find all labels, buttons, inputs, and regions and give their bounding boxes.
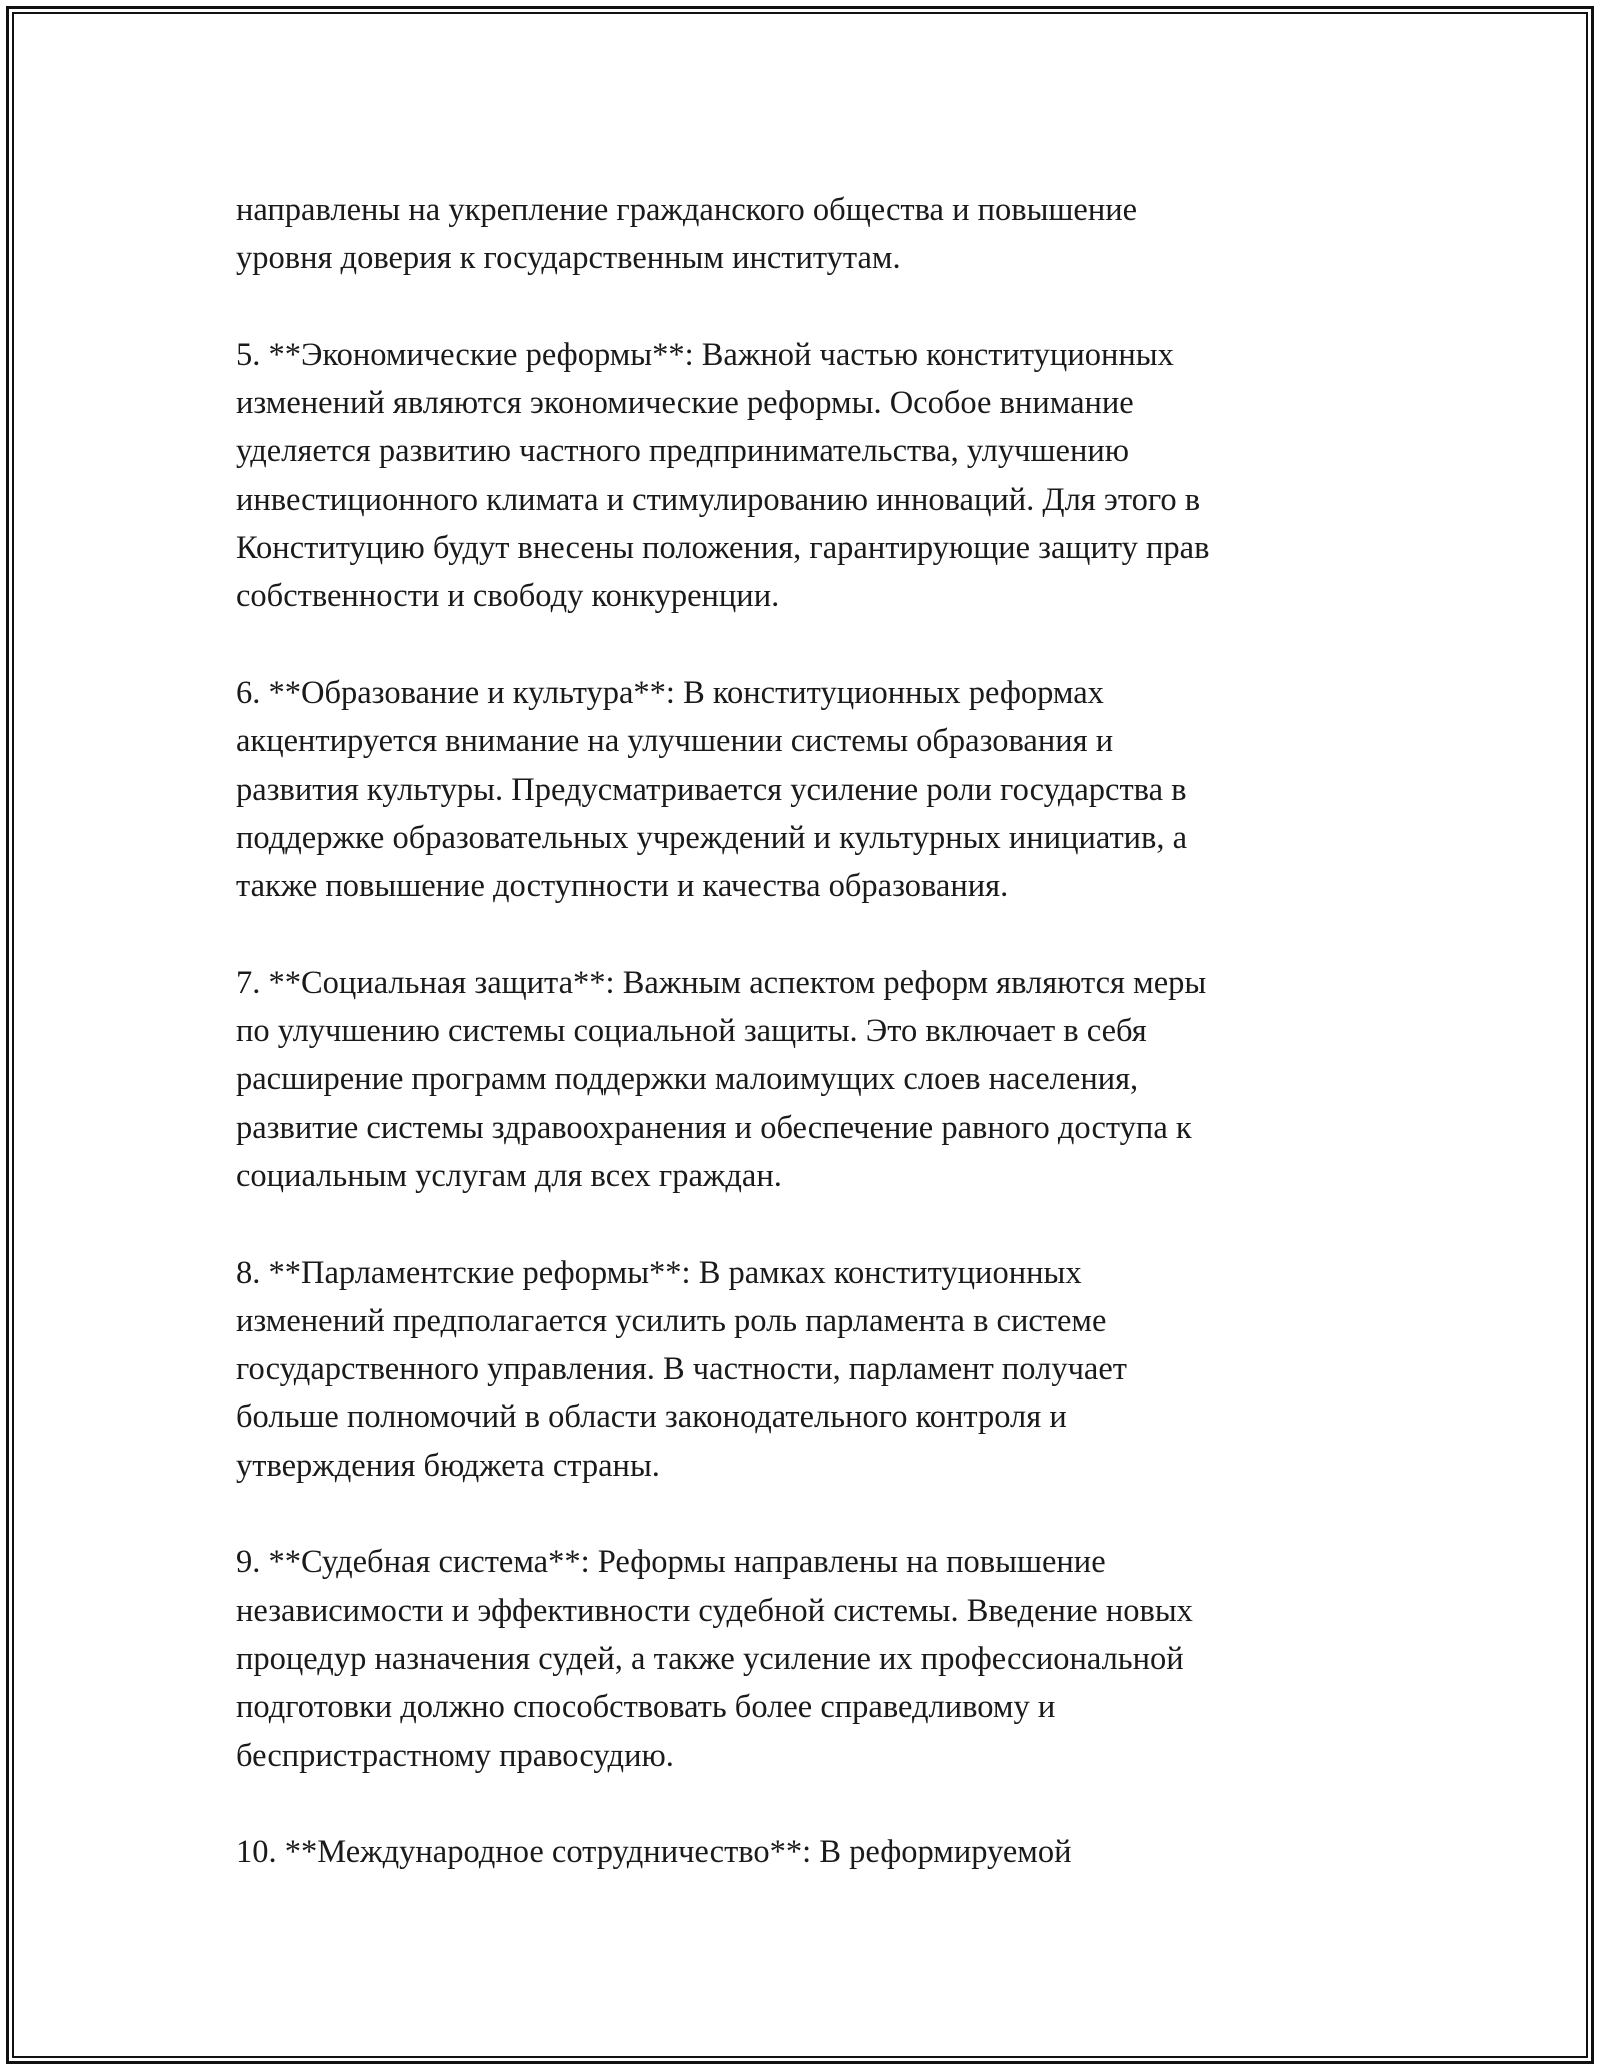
- text-line: 6. **Образование и культура**: В конституционных реформах: [236, 674, 1104, 711]
- text-line: 7. **Социальная защита**: Важным аспектом реформ являются меры: [236, 964, 1207, 1001]
- text-line: беспристрастному правосудию.: [236, 1737, 674, 1774]
- text-line: уделяется развитию частного предпринимательства, улучшению: [236, 433, 1130, 470]
- text-line: независимости и эффективности судебной системы. Введение новых: [236, 1592, 1193, 1629]
- text-line: социальным услугам для всех граждан.: [236, 1157, 782, 1194]
- paragraph: [236, 1249, 1386, 1490]
- text-line: изменений являются экономические реформы. Особое внимание: [236, 385, 1134, 422]
- text-line: утверждения бюджета страны.: [236, 1447, 660, 1484]
- text-line: процедур назначения судей, а также усиление их профессиональной: [236, 1640, 1184, 1677]
- text-line: направлены на укрепление гражданского общества и повышение: [236, 192, 1138, 228]
- text-line: Конституцию будут внесены положения, гарантирующие защиту прав: [236, 530, 1210, 567]
- text-line: подготовки должно способствовать более справедливому и: [236, 1689, 1056, 1726]
- paragraph: [236, 1538, 1386, 1779]
- paragraph: [236, 959, 1386, 1200]
- text-line: 10. **Международное сотрудничество**: В реформируемой: [236, 1834, 1072, 1871]
- text-line: акцентируется внимание на улучшении системы образования и: [236, 723, 1114, 760]
- text-line: инвестиционного климата и стимулированию инноваций. Для этого в: [236, 481, 1201, 518]
- text-line: государственного управления. В частности, парламент получает: [236, 1351, 1127, 1388]
- paragraph: [236, 669, 1386, 910]
- text-line: 8. **Парламентские реформы**: В рамках конституционных: [236, 1254, 1082, 1291]
- text-line: уровня доверия к государственным институтам.: [236, 240, 901, 277]
- paragraph: [236, 331, 1386, 621]
- text-line: по улучшению системы социальной защиты. Это включает в себя: [236, 1013, 1147, 1050]
- text-line: также повышение доступности и качества образования.: [236, 868, 1009, 905]
- text-line: развития культуры. Предусматривается усиление роли государства в: [236, 771, 1187, 808]
- text-line: больше полномочий в области законодательного контроля и: [236, 1399, 1067, 1436]
- text-line: поддержке образовательных учреждений и культурных инициатив, а: [236, 819, 1188, 856]
- document-body: [236, 186, 1386, 1876]
- text-line: 5. **Экономические реформы**: Важной частью конституционных: [236, 336, 1174, 373]
- text-line: расширение программ поддержки малоимущих слоев населения,: [236, 1061, 1139, 1098]
- text-line: развитие системы здравоохранения и обеспечение равного доступа к: [236, 1109, 1192, 1146]
- text-line: изменений предполагается усилить роль парламента в системе: [236, 1302, 1107, 1339]
- paragraph: [236, 186, 1386, 283]
- paragraph: [236, 1828, 1386, 1876]
- text-line: собственности и свободу конкуренции.: [236, 578, 780, 615]
- text-line: 9. **Судебная система**: Реформы направлены на повышение: [236, 1544, 1106, 1581]
